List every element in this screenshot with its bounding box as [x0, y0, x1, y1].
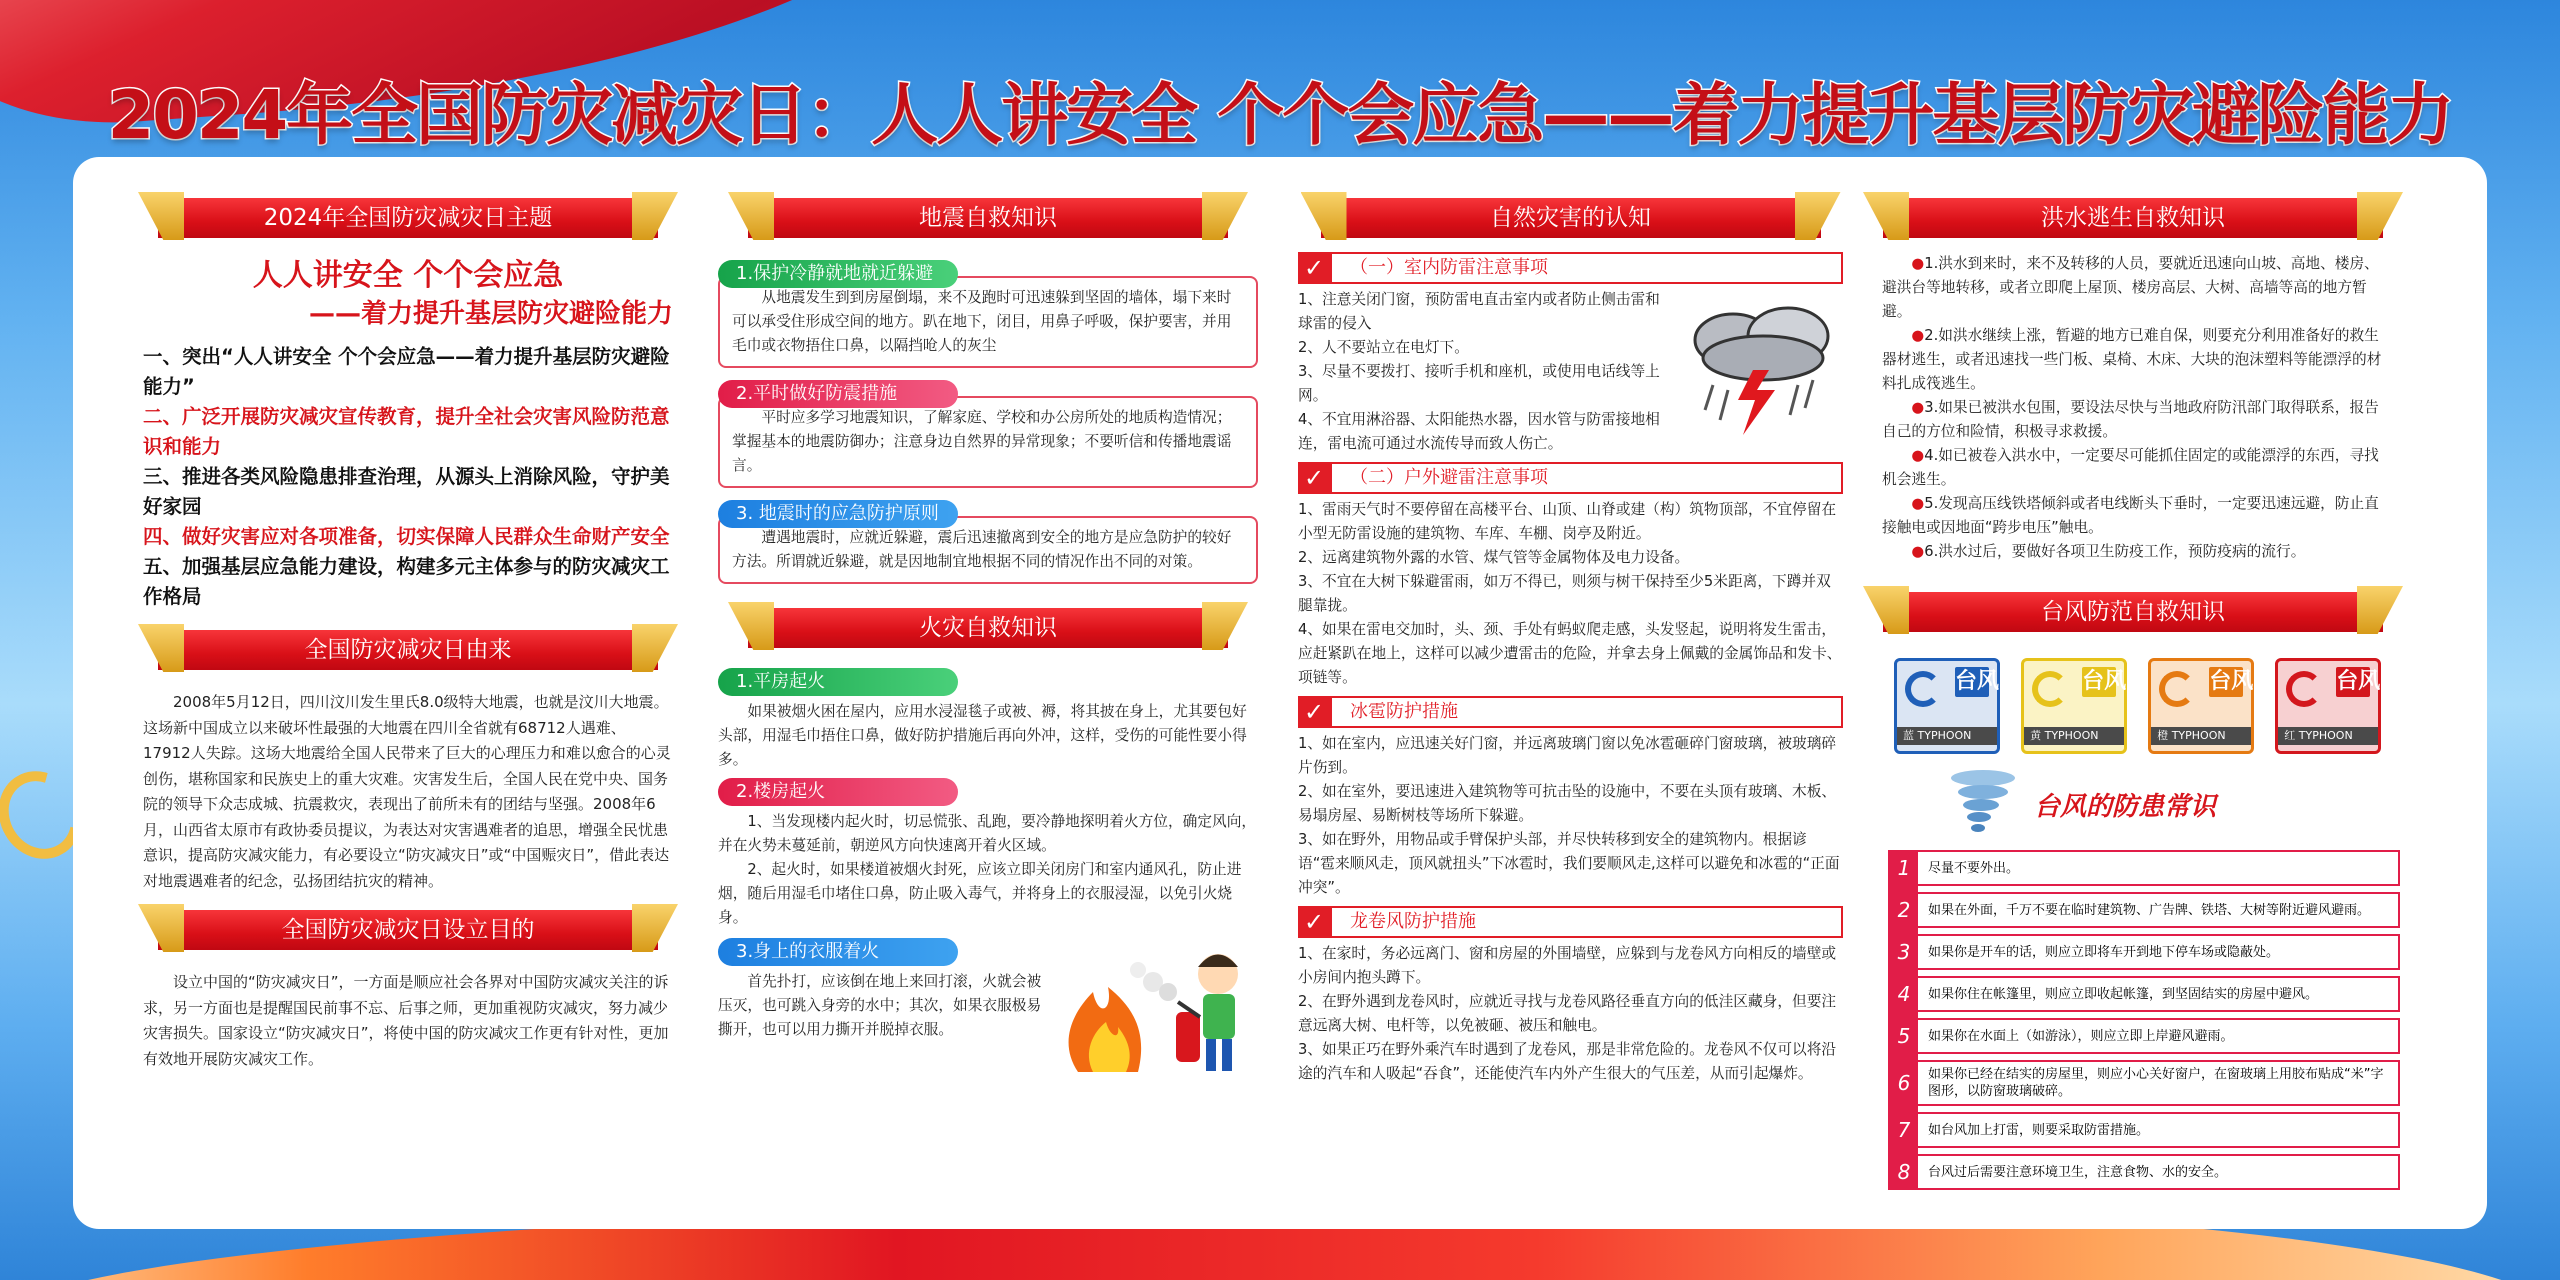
lightning-indoor-item: 4、不宜用淋浴器、太阳能热水器，因水管与防雷接地相连，雷电流可通过水流传导而致人伤亡。 [1298, 411, 1660, 452]
quake-tip-2-text: 平时应多学习地震知识，了解家庭、学校和办公房所处的地质构造情况；掌握基本的地震防御办；注意身边自然界的异常现象；不要听信和传播地震谣言。 [718, 396, 1258, 488]
tornado-item: 2、在野外遇到龙卷风时，应就近寻找与龙卷风路径垂直方向的低洼区藏身，但要注意远离大树、电杆等，以免被砸、被压和触电。 [1298, 993, 1837, 1034]
typhoon-orange-badge: 台风 橙 TYPHOON [2148, 658, 2254, 754]
list-item: 8 台风过后需要注意环境卫生，注意食物、水的安全。 [1918, 1154, 2400, 1190]
check-icon: ✓ [1298, 906, 1330, 938]
quake-tip-1-text: 从地震发生到到房屋倒塌，来不及跑时可迅速躲到坚固的墙体，塌下来时可以承受住形成空间的地方。趴在地下，闭目，用鼻子呼吸，保护要害，并用毛巾或衣物捂住口鼻，以隔挡呛人的灰尘 [718, 276, 1258, 368]
fire-tip-1-text: 如果被烟火困在屋内，应用水浸湿毯子或被、褥，将其披在身上，尤其要包好头部，用湿毛巾捂住口鼻，做好防护措施后再向外冲，这样，受伤的可能性要小得多。 [718, 703, 1247, 768]
tornado-item: 1、在家时，务必远离门、窗和房屋的外围墙壁，应躲到与龙卷风方向相反的墙壁或小房间内抱头蹲下。 [1298, 945, 1837, 986]
section-bar-flood: 洪水逃生自救知识 [1883, 198, 2383, 238]
hail-item: 1、如在室内，应迅速关好门窗，并远离玻璃门窗以免冰雹砸碎门窗玻璃，被玻璃碎片伤到。 [1298, 735, 1837, 776]
origin-text: 2008年5月12日，四川汶川发生里氏8.0级特大地震，也就是汶川大地震。这场新中国成立以来破坏性最强的大地震在四川全省就有68712人遇难、17912人失踪。这场大地震给全国人民带来了巨大的心理压力和难以愈合的心灵创伤，堪称国家和民族史上的重大灾难。灾害发生后，全国人民在党中央、国务院的领导下众志成城、抗震救灾，表现出了前所未有的团结与坚强。2008年6月，山西省太原市有政协委员提议，为表达对灾害遇难者的追思，增强全民忧患意识，提高防灾减灾能力，有必要设立“防灾减灾日”或“中国赈灾日”，借此表达对地震遇难者的纪念，弘扬团结抗灾的精神。 [143, 693, 671, 890]
lightning-outdoor-item: 2、远离建筑物外露的水管、煤气管等金属物体及电力设备。 [1298, 549, 1690, 566]
column-quake-fire [718, 198, 1258, 1042]
list-item: 7 如台风加上打雷，则要采取防雷措施。 [1918, 1112, 2400, 1148]
typhoon-icon [1905, 671, 1941, 707]
flood-item: ●3.如果已被洪水包围，要设法尽快与当地政府防汛部门取得联系，报告自己的方位和险情，积极寻求救援。 [1882, 399, 2379, 440]
lightning-indoor-item: 1、注意关闭门窗，预防雷电直击室内或者防止侧击雷和球雷的侵入 [1298, 291, 1660, 332]
section-bar-purpose: 全国防灾减灾日设立目的 [158, 910, 658, 950]
fire-tip-2-text-2: 2、起火时，如果楼道被烟火封死，应该立即关闭房门和室内通风孔，防止进烟，随后用湿毛巾堵住口鼻，防止吸入毒气，并将身上的衣服浸湿，以免引火烧身。 [718, 861, 1242, 926]
lightning-outdoor-item: 4、如果在雷电交加时，头、颈、手处有蚂蚁爬走感，头发竖起，说明将发生雷击，应赶紧趴在地上，这样可以减少遭雷击的危险，并拿去身上佩戴的金属饰品和发卡、项链等。 [1298, 621, 1842, 686]
thunderstorm-cloud-icon [1683, 300, 1843, 450]
lightning-indoor-item: 3、尽量不要拨打、接听手机和座机，或使用电话线等上网。 [1298, 363, 1660, 404]
typhoon-warning-badges [1868, 658, 2398, 754]
lightning-indoor-header [1298, 252, 1843, 284]
hail-title: 冰雹防护措施 [1330, 696, 1843, 728]
theme-item: 一、突出“人人讲安全 个个会应急——着力提升基层防灾避险能力” [143, 345, 670, 398]
typhoon-yellow-badge: 台风 黄 TYPHOON [2021, 658, 2127, 754]
check-icon: ✓ [1298, 462, 1330, 494]
lightning-outdoor-item: 3、不宜在大树下躲避雷雨，如万不得已，则须与树干保持至少5米距离，下蹲并双腿靠拢。 [1298, 573, 1831, 614]
theme-items [143, 342, 673, 612]
flood-item: ●4.如已被卷入洪水中，一定要尽可能抓住固定的或能漂浮的东西，寻找机会逃生。 [1882, 447, 2379, 488]
check-icon: ✓ [1298, 696, 1330, 728]
typhoon-icon [2286, 671, 2322, 707]
quake-tip-1-title: 1.保护冷静就地就近躲避 [718, 260, 958, 288]
flood-item: ●1.洪水到来时，来不及转移的人员，要就近迅速向山坡、高地、楼房、避洪台等地转移，或者立即爬上屋顶、楼房高层、大树、高墙等高的地方暂避。 [1882, 255, 2379, 320]
page-title: 2024年全国防灾减灾日：人人讲安全 个个会应急——着力提升基层防灾避险能力 [107, 76, 2453, 154]
tornado-item: 3、如果正巧在野外乘汽车时遇到了龙卷风，那是非常危险的。龙卷风不仅可以将沿途的汽车和人吸起“吞食”，还能使汽车内外产生很大的气压差，从而引起爆炸。 [1298, 1041, 1837, 1082]
theme-item: 二、广泛开展防灾减灾宣传教育，提升全社会灾害风险防范意识和能力 [143, 405, 670, 458]
fire-tip-2-title: 2.楼房起火 [718, 778, 958, 806]
list-item: 6 如果你已经在结实的房屋里，则应小心关好窗户，在窗玻璃上用胶布贴成“米”字图形，以防窗玻璃破碎。 [1918, 1060, 2400, 1106]
theme-subtitle: ——着力提升基层防灾避险能力 [308, 299, 673, 329]
fire-tip-1-title: 1.平房起火 [718, 668, 958, 696]
list-item: 4 如果你住在帐篷里，则应立即收起帐篷，到坚固结实的房屋中避风。 [1918, 976, 2400, 1012]
lightning-outdoor-header [1298, 462, 1843, 494]
fire-tip-3-text: 首先扑打，应该倒在地上来回打滚，火就会被压灭，也可跳入身旁的水中；其次，如果衣服极易撕开，也可以用力撕开并脱掉衣服。 [718, 973, 1042, 1038]
column-natural-disaster [1298, 198, 1843, 1086]
list-item: 2 如果在外面，千万不要在临时建筑物、广告牌、铁塔、大树等附近避风避雨。 [1918, 892, 2400, 928]
tornado-title: 龙卷风防护措施 [1330, 906, 1843, 938]
check-icon: ✓ [1298, 252, 1330, 284]
typhoon-icon [2032, 671, 2068, 707]
theme-item: 三、推进各类风险隐患排查治理，从源头上消除风险，守护美好家园 [143, 465, 670, 518]
typhoon-red-badge: 台风 红 TYPHOON [2275, 658, 2381, 754]
fire-tip-3-title: 3.身上的衣服着火 [718, 938, 958, 966]
quake-tip-3-text: 遭遇地震时，应就近躲避，震后迅速撤离到安全的地方是应急防护的较好方法。所谓就近躲避，就是因地制宜地根据不同的情况作出不同的对策。 [718, 516, 1258, 584]
column-flood-typhoon [1868, 198, 2398, 1196]
typhoon-blue-badge: 台风 蓝 TYPHOON [1894, 658, 2000, 754]
typhoon-tips-list [1888, 850, 2400, 1190]
theme-item: 四、做好灾害应对各项准备，切实保障人民群众生命财产安全 [143, 525, 670, 548]
quake-tip-3-title: 3. 地震时的应急防护原则 [718, 500, 958, 528]
flood-item: ●6.洪水过后，要做好各项卫生防疫工作，预防疫病的流行。 [1911, 543, 2306, 560]
hail-header [1298, 696, 1843, 728]
tornado-header [1298, 906, 1843, 938]
fire-tip-2-text-1: 1、当发现楼内起火时，切忌慌张、乱跑，要冷静地探明着火方位，确定风向，并在火势未蔓延前，朝逆风方向快速离开着火区域。 [718, 813, 1257, 854]
section-bar-natural: 自然灾害的认知 [1321, 198, 1821, 238]
list-item: 5 如果你在水面上（如游泳），则应立即上岸避风避雨。 [1918, 1018, 2400, 1054]
flood-item: ●5.发现高压线铁塔倾斜或者电线断头下垂时，一定要迅速远避，防止直接触电或因地面“跨步电压”触电。 [1882, 495, 2379, 536]
column-theme [143, 198, 673, 1072]
lightning-outdoor-title: （二）户外避雷注意事项 [1330, 462, 1843, 494]
section-bar-quake: 地震自救知识 [748, 198, 1228, 238]
fire-extinguisher-illustration-icon [1058, 932, 1258, 1082]
section-bar-theme: 2024年全国防灾减灾日主题 [158, 198, 658, 238]
quake-tip-2-title: 2.平时做好防震措施 [718, 380, 958, 408]
lightning-indoor-item: 2、人不要站立在电灯下。 [1298, 339, 1469, 356]
tornado-icon [1948, 768, 2018, 840]
list-item: 3 如果你是开车的话，则应立即将车开到地下停车场或隐蔽处。 [1918, 934, 2400, 970]
typhoon-tips-heading: 台风的防患常识 [2034, 791, 2217, 822]
typhoon-icon [2159, 671, 2195, 707]
hail-item: 2、如在室外，要迅速进入建筑物等可抗击坠的设施中，不要在头顶有玻璃、木板、易塌房屋、易断树枝等场所下躲避。 [1298, 783, 1837, 824]
section-bar-origin: 全国防灾减灾日由来 [158, 630, 658, 670]
section-bar-fire: 火灾自救知识 [748, 608, 1228, 648]
section-bar-typhoon: 台风防范自救知识 [1883, 592, 2383, 632]
theme-item: 五、加强基层应急能力建设，构建多元主体参与的防灾减灾工作格局 [143, 555, 670, 608]
lightning-outdoor-item: 1、雷雨天气时不要停留在高楼平台、山顶、山脊或建（构）筑物顶部，不宜停留在小型无防雷设施的建筑物、车库、车棚、岗亭及附近。 [1298, 501, 1837, 542]
purpose-text: 设立中国的“防灾减灾日”，一方面是顺应社会各界对中国防灾减灾关注的诉求，另一方面也是提醒国民前事不忘、后事之师，更加重视防灾减灾，努力减少灾害损失。国家设立“防灾减灾日”，将使中国的防灾减灾工作更有针对性，更加有效地开展防灾减灾工作。 [143, 973, 669, 1068]
list-item: 1 尽量不要外出。 [1918, 850, 2400, 886]
hail-item: 3、如在野外，用物品或手臂保护头部，并尽快转移到安全的建筑物内。根据谚语“雹来顺风走，顶风就扭头”下冰雹时，我们要顺风走,这样可以避免和冰雹的“正面冲突”。 [1298, 831, 1840, 896]
flood-item: ●2.如洪水继续上涨，暂避的地方已难自保，则要充分利用准备好的救生器材逃生，或者迅速找一些门板、桌椅、木床、大块的泡沫塑料等能漂浮的材料扎成筏逃生。 [1882, 327, 2382, 392]
theme-slogan: 人人讲安全 个个会应急 [252, 258, 564, 293]
lightning-indoor-title: （一）室内防雷注意事项 [1330, 252, 1843, 284]
